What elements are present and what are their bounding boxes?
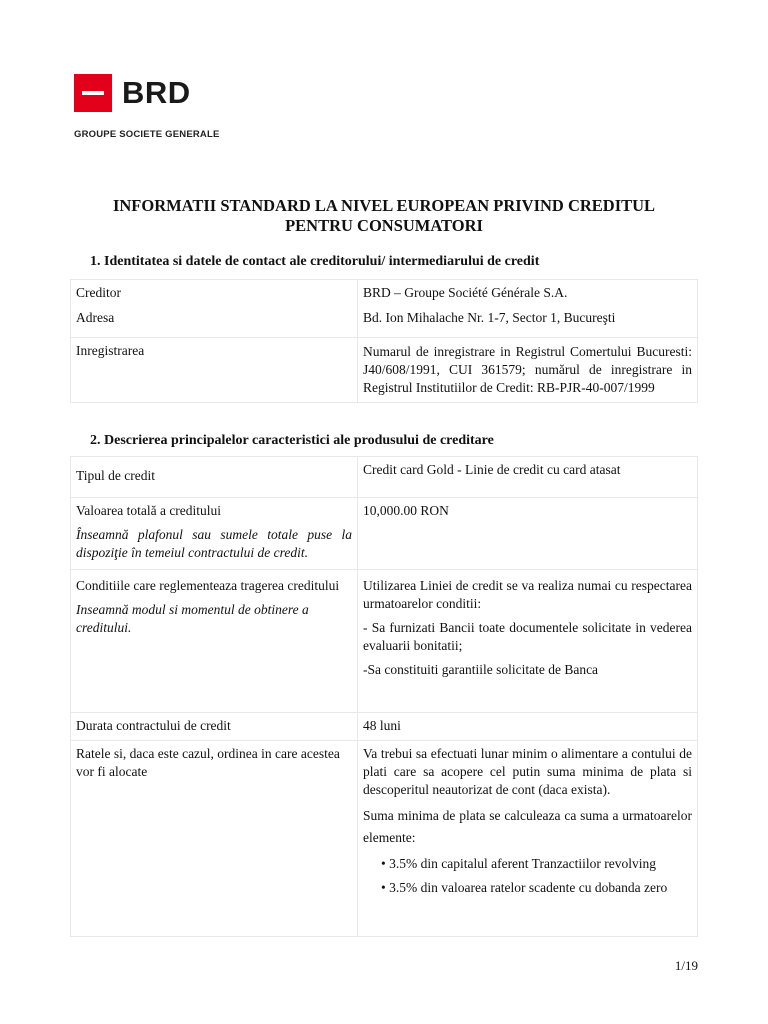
tip-credit-value: Credit card Gold - Linie de credit cu card atasat (358, 457, 698, 498)
inregistrarea-label: Inregistrarea (71, 338, 358, 403)
ratele-value-cell (358, 741, 698, 937)
valoare-note: Înseamnă plafonul sau sumele totale puse la dispoziţie în temeiul contractului de credit. (76, 527, 352, 560)
adresa-label: Adresa (76, 310, 115, 325)
adresa-value: Bd. Ion Mihalache Nr. 1-7, Sector 1, Bucureşti (363, 310, 616, 325)
bullet-item-text: 3.5% din capitalul aferent Tranzactiilor revolving (389, 856, 657, 871)
brd-logo-subtitle: GROUPE SOCIETE GENERALE (74, 129, 220, 140)
section-2-table (70, 456, 698, 937)
creditor-value: BRD – Groupe Société Générale S.A. (363, 285, 568, 300)
conditii-label-cell (71, 570, 358, 713)
valoare-label: Valoarea totală a creditului (76, 503, 222, 518)
inregistrarea-value: Numarul de inregistrare in Registrul Comertului Bucuresti: J40/608/1991, CUI 361579; numărul de inregistrare in Registrul Institutiilor de Credit: RB-PJR-40-007/1999 (358, 338, 698, 403)
table-cell-value (358, 280, 698, 338)
conditii-p1: Utilizarea Liniei de credit se va realiza numai cu respectarea urmatoarelor conditii: (363, 578, 692, 611)
brd-logo-word: BRD (122, 75, 191, 110)
document-title: INFORMATII STANDARD LA NIVEL EUROPEAN PRIVIND CREDITUL PENTRU CONSUMATORI (112, 196, 656, 235)
page-number: 1/19 (674, 958, 698, 973)
ratele-label: Ratele si, daca este cazul, ordinea in care acestea vor fi alocate (71, 741, 358, 937)
durata-label: Durata contractului de credit (71, 713, 358, 741)
ratele-p1: Va trebui sa efectuati lunar minim o alimentare a contului de plati care sa acopere cel putin suma minima de plata si descoperitul neautorizat de cont (daca exista). (363, 746, 692, 797)
bullet-item: • 3.5% din valoarea ratelor scadente cu dobanda zero (381, 880, 668, 895)
ratele-p2: Suma minima de plata se calculeaza ca suma a urmatoarelor elemente: (363, 808, 692, 845)
conditii-p3: -Sa constituiti garantiile solicitate de Banca (363, 662, 599, 677)
valoare-label-cell (71, 498, 358, 570)
brd-logo-mark (74, 74, 112, 112)
conditii-note: Inseamnă modul si momentul de obtinere a creditului. (76, 602, 309, 635)
durata-value: 48 luni (358, 713, 698, 741)
conditii-label: Conditiile care reglementeaza tragerea creditului (76, 578, 340, 593)
conditii-value-cell (358, 570, 698, 713)
table-cell-label (71, 280, 358, 338)
table-row (71, 570, 698, 713)
creditor-label: Creditor (76, 285, 121, 300)
table-row (71, 280, 698, 338)
section-1-heading: 1. Identitatea si datele de contact ale creditorului/ intermediarului de credit (90, 254, 540, 269)
table-row (71, 338, 698, 403)
section-2-heading: 2. Descrierea principalelor caracteristici ale produsului de creditare (90, 433, 494, 448)
table-row (71, 457, 698, 498)
section-1-table (70, 279, 698, 403)
table-row (71, 713, 698, 741)
table-row (71, 741, 698, 937)
valoare-value: 10,000.00 RON (358, 498, 698, 570)
table-row (71, 498, 698, 570)
conditii-p2: - Sa furnizati Bancii toate documentele solicitate in vederea evaluarii bonitatii; (363, 620, 692, 653)
bullet-item-text: 3.5% din valoarea ratelor scadente cu dobanda zero (389, 880, 668, 895)
bullet-item: • 3.5% din capitalul aferent Tranzactiilor revolving (381, 856, 657, 871)
tip-credit-label: Tipul de credit (71, 457, 358, 498)
